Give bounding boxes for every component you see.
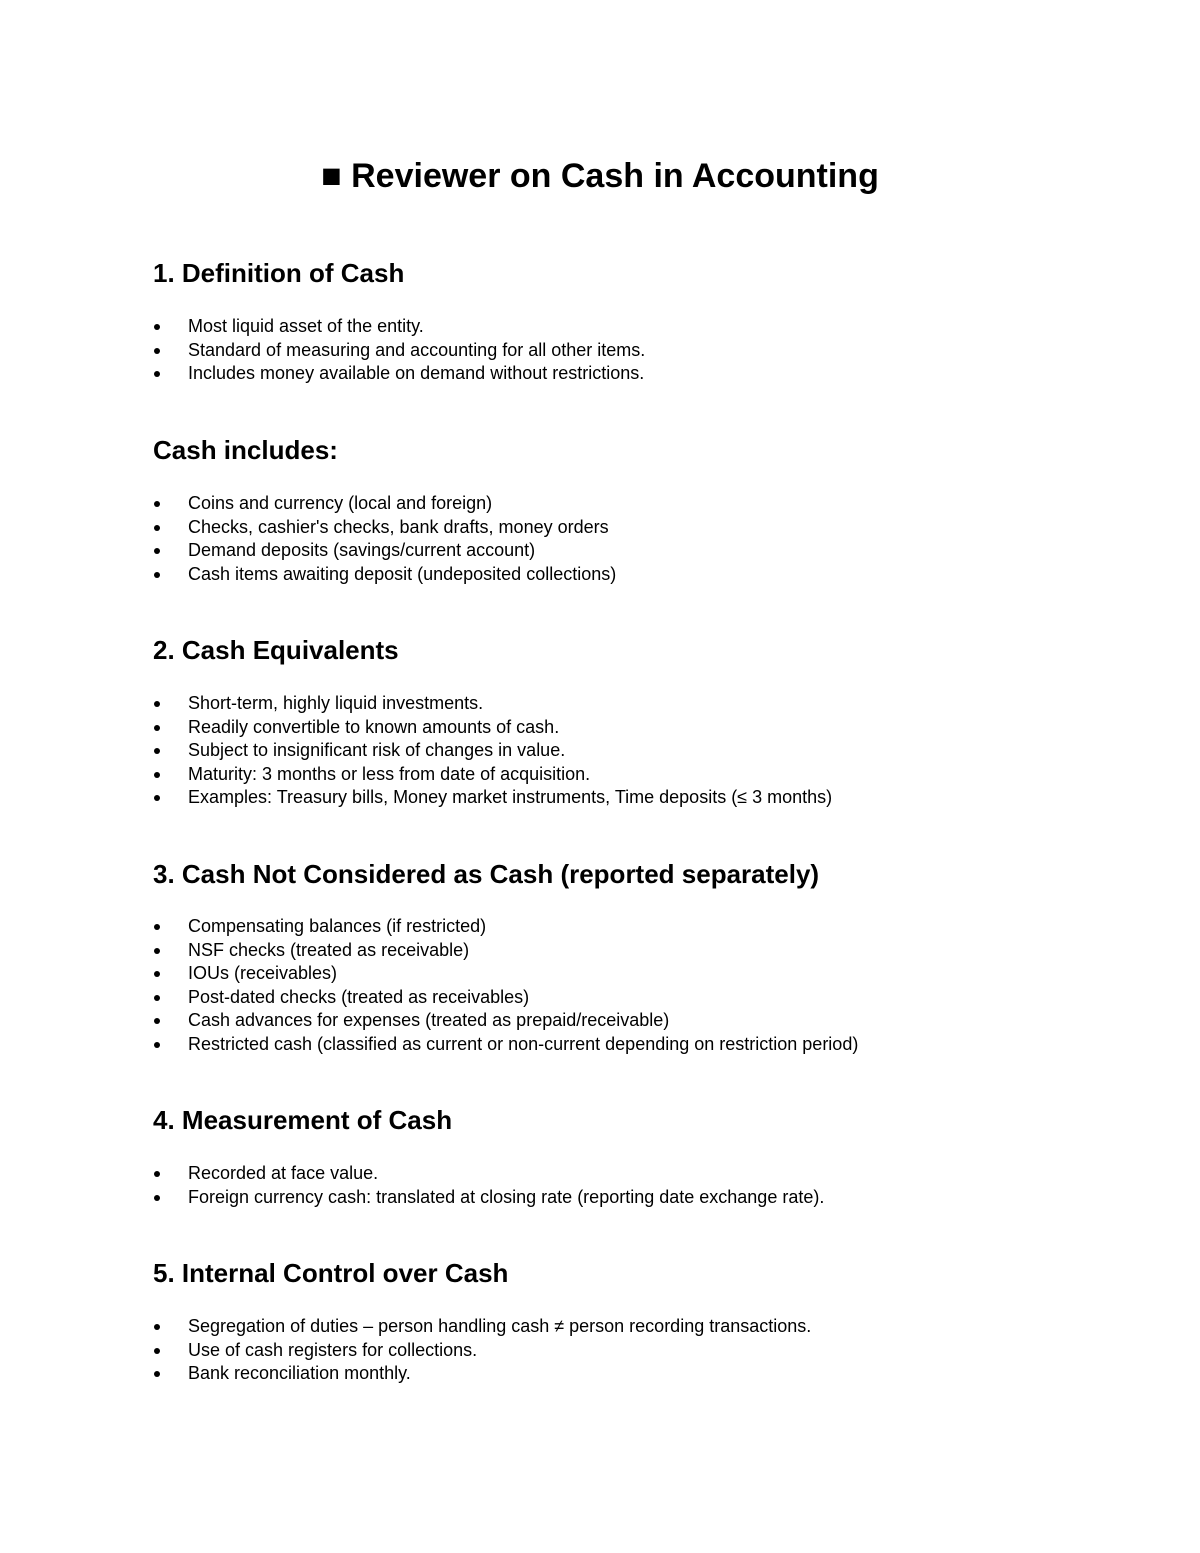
list-item: Examples: Treasury bills, Money market instruments, Time deposits (≤ 3 months) bbox=[153, 786, 832, 810]
bullet-icon bbox=[154, 572, 160, 578]
bullet-list-not-cash bbox=[153, 915, 858, 1056]
list-item: Subject to insignificant risk of changes in value. bbox=[153, 739, 832, 763]
list-item: Cash items awaiting deposit (undeposited collections) bbox=[153, 563, 616, 587]
bullet-list-definition bbox=[153, 315, 645, 386]
list-item: Standard of measuring and accounting for all other items. bbox=[153, 339, 645, 363]
bullet-icon bbox=[154, 525, 160, 531]
page-title: ■ Reviewer on Cash in Accounting bbox=[321, 157, 879, 195]
section-heading-cash-equivalents: 2. Cash Equivalents bbox=[153, 635, 399, 665]
bullet-icon bbox=[154, 748, 160, 754]
bullet-icon bbox=[154, 324, 160, 330]
bullet-icon bbox=[154, 548, 160, 554]
list-item: Bank reconciliation monthly. bbox=[153, 1362, 811, 1386]
list-item: Short-term, highly liquid investments. bbox=[153, 692, 832, 716]
section-heading-measurement: 4. Measurement of Cash bbox=[153, 1105, 453, 1135]
list-item: Coins and currency (local and foreign) bbox=[153, 492, 616, 516]
list-item: Post-dated checks (treated as receivables) bbox=[153, 986, 858, 1010]
section-heading-cash-includes: Cash includes: bbox=[153, 435, 338, 465]
list-item: IOUs (receivables) bbox=[153, 962, 858, 986]
bullet-icon bbox=[154, 1171, 160, 1177]
list-item: Cash advances for expenses (treated as prepaid/receivable) bbox=[153, 1009, 858, 1033]
section-heading-not-cash: 3. Cash Not Considered as Cash (reported separately) bbox=[153, 859, 820, 889]
bullet-icon bbox=[154, 795, 160, 801]
section-heading-definition: 1. Definition of Cash bbox=[153, 258, 405, 288]
bullet-icon bbox=[154, 348, 160, 354]
bullet-icon bbox=[154, 725, 160, 731]
list-item: Compensating balances (if restricted) bbox=[153, 915, 858, 939]
list-item: Checks, cashier's checks, bank drafts, money orders bbox=[153, 516, 616, 540]
bullet-icon bbox=[154, 1324, 160, 1330]
bullet-icon bbox=[154, 701, 160, 707]
bullet-list-cash-includes bbox=[153, 492, 616, 586]
list-item: Most liquid asset of the entity. bbox=[153, 315, 645, 339]
bullet-icon bbox=[154, 371, 160, 377]
list-item: Segregation of duties – person handling cash ≠ person recording transactions. bbox=[153, 1315, 811, 1339]
bullet-icon bbox=[154, 995, 160, 1001]
bullet-icon bbox=[154, 924, 160, 930]
bullet-icon bbox=[154, 1018, 160, 1024]
list-item: Use of cash registers for collections. bbox=[153, 1339, 811, 1363]
bullet-icon bbox=[154, 1195, 160, 1201]
list-item: NSF checks (treated as receivable) bbox=[153, 939, 858, 963]
list-item: Readily convertible to known amounts of cash. bbox=[153, 716, 832, 740]
section-heading-internal-control: 5. Internal Control over Cash bbox=[153, 1258, 509, 1288]
bullet-icon bbox=[154, 971, 160, 977]
bullet-icon bbox=[154, 1348, 160, 1354]
bullet-list-cash-equivalents bbox=[153, 692, 832, 810]
bullet-list-measurement bbox=[153, 1162, 824, 1209]
list-item: Recorded at face value. bbox=[153, 1162, 824, 1186]
bullet-icon bbox=[154, 948, 160, 954]
bullet-list-internal-control bbox=[153, 1315, 811, 1386]
bullet-icon bbox=[154, 1371, 160, 1377]
bullet-icon bbox=[154, 1042, 160, 1048]
bullet-icon bbox=[154, 772, 160, 778]
list-item: Maturity: 3 months or less from date of acquisition. bbox=[153, 763, 832, 787]
list-item: Foreign currency cash: translated at closing rate (reporting date exchange rate). bbox=[153, 1186, 824, 1210]
bullet-icon bbox=[154, 501, 160, 507]
list-item: Restricted cash (classified as current or non-current depending on restriction period) bbox=[153, 1033, 858, 1057]
list-item: Demand deposits (savings/current account) bbox=[153, 539, 616, 563]
list-item: Includes money available on demand without restrictions. bbox=[153, 362, 645, 386]
